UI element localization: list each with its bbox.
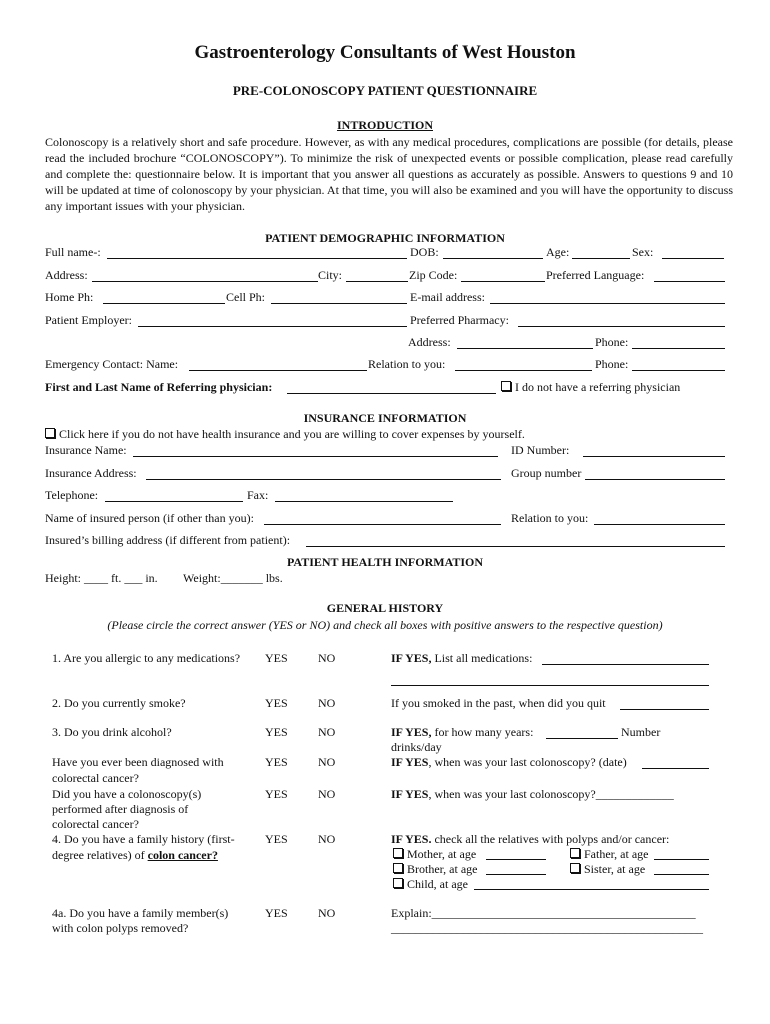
billing-address-field[interactable] [306, 546, 725, 547]
q1-text: 1. Are you allergic to any medications? [52, 651, 241, 665]
history-heading: GENERAL HISTORY [326, 601, 444, 615]
dob-label: DOB: [410, 245, 439, 259]
insurance-heading: INSURANCE INFORMATION [303, 411, 467, 425]
checkbox-icon [45, 428, 55, 438]
demographic-heading: PATIENT DEMOGRAPHIC INFORMATION [265, 231, 505, 245]
pharmacy-phone-field[interactable] [632, 348, 725, 349]
q4-text-2a: degree relatives) of [52, 848, 145, 862]
q4-text-1: 4. Do you have a family history (first- [52, 832, 235, 846]
home-phone-field[interactable] [103, 303, 225, 304]
q1-medications-field[interactable] [542, 664, 709, 665]
emergency-relation-field[interactable] [455, 370, 592, 371]
q-crc-ifyes: IF YES [391, 755, 429, 769]
q3-yes[interactable]: YES [265, 725, 288, 739]
child-label: Child, at age [407, 877, 468, 891]
emergency-phone-field[interactable] [632, 370, 725, 371]
q4a-yes[interactable]: YES [265, 906, 288, 920]
q-colo-follow [391, 787, 674, 801]
fax-label: Fax: [247, 488, 269, 502]
telephone-label: Telephone: [45, 488, 99, 502]
q3-no[interactable]: NO [318, 725, 336, 739]
q4a-no[interactable]: NO [318, 906, 336, 920]
no-referring-checkbox[interactable] [501, 380, 680, 394]
q-colo-yes[interactable]: YES [265, 787, 288, 801]
q3-follow-text: for how many years: [434, 725, 534, 739]
checkbox-icon [393, 878, 403, 888]
insurance-name-label: Insurance Name: [45, 443, 127, 457]
q-colo-follow-text: , when was your last colonoscopy?_____________ [428, 787, 674, 801]
sex-field[interactable] [662, 258, 724, 259]
q4-yes[interactable]: YES [265, 832, 288, 846]
insured-person-label: Name of insured person (if other than you): [45, 511, 254, 525]
father-age-field[interactable] [654, 859, 709, 860]
q-crc-text-2: colorectal cancer? [52, 771, 139, 785]
full-name-field[interactable] [107, 258, 407, 259]
q1-medications-field-2[interactable] [391, 685, 709, 686]
address-label: Address: [45, 268, 88, 282]
q1-yes[interactable]: YES [265, 651, 288, 665]
q-crc-date-field[interactable] [642, 768, 709, 769]
city-field[interactable] [346, 281, 408, 282]
billing-address-label: Insured’s billing address (if different from patient): [45, 533, 291, 547]
q-crc-no[interactable]: NO [318, 755, 336, 769]
q4a-explain-line-2[interactable]: ____________________________________________________ [391, 921, 703, 935]
q4-follow-text: check all the relatives with polyps and/or cancer: [434, 832, 670, 846]
home-phone-label: Home Ph: [45, 290, 94, 304]
weight-field[interactable]: Weight:_______ lbs. [183, 571, 283, 585]
city-label: City: [318, 268, 343, 282]
checkbox-icon [393, 863, 403, 873]
fax-field[interactable] [275, 501, 453, 502]
q1-ifyes: IF YES, [391, 651, 432, 665]
age-label: Age: [546, 245, 570, 259]
checkbox-icon [570, 848, 580, 858]
id-number-field[interactable] [583, 456, 725, 457]
q3-drinks: drinks/day [391, 740, 442, 754]
q4-no[interactable]: NO [318, 832, 336, 846]
insurance-name-field[interactable] [133, 456, 498, 457]
pharmacy-phone-label: Phone: [595, 335, 629, 349]
child-checkbox[interactable] [393, 877, 468, 891]
q3-follow [391, 725, 533, 739]
checkbox-icon [393, 848, 403, 858]
q3-ifyes: IF YES, [391, 725, 432, 739]
pharmacy-field[interactable] [518, 326, 725, 327]
q-crc-text-1: Have you ever been diagnosed with [52, 755, 224, 769]
emergency-relation-label: Relation to you: [368, 357, 446, 371]
sister-label: Sister, at age [584, 862, 646, 876]
history-instruction: (Please circle the correct answer (YES or NO) and check all boxes with positive answers to the respective question) [107, 618, 663, 632]
brother-label: Brother, at age [407, 862, 478, 876]
email-label: E-mail address: [410, 290, 485, 304]
q2-text: 2. Do you currently smoke? [52, 696, 186, 710]
telephone-field[interactable] [105, 501, 243, 502]
insured-relation-field[interactable] [594, 524, 725, 525]
zip-label: Zip Code: [409, 268, 458, 282]
no-insurance-label: Click here if you do not have health insurance and you are willing to cover expenses by yourself. [59, 427, 525, 441]
q2-yes[interactable]: YES [265, 696, 288, 710]
form-subtitle: PRE-COLONOSCOPY PATIENT QUESTIONNAIRE [232, 83, 538, 98]
language-field[interactable] [654, 281, 725, 282]
employer-field[interactable] [138, 326, 407, 327]
q2-quit-field[interactable] [620, 709, 709, 710]
pharmacy-address-field[interactable] [457, 348, 593, 349]
q1-no[interactable]: NO [318, 651, 336, 665]
checkbox-icon [570, 863, 580, 873]
father-checkbox[interactable] [570, 847, 649, 861]
q2-no[interactable]: NO [318, 696, 336, 710]
q-colo-ifyes: IF YES [391, 787, 429, 801]
q3-years-field[interactable] [546, 738, 618, 739]
q-colo-text-1: Did you have a colonoscopy(s) [52, 787, 202, 801]
insured-person-field[interactable] [264, 524, 501, 525]
q-crc-yes[interactable]: YES [265, 755, 288, 769]
q4-text-2 [52, 848, 218, 862]
mother-age-field[interactable] [486, 859, 546, 860]
checkbox-icon [501, 381, 511, 391]
intro-text: Colonoscopy is a relatively short and safe procedure. However, as with any medical procedures, complications are possible (for details, please read the included brochure “COLONOSCOPY”). To minimize the risk of unexpected events or possible complication, please read carefully and complete the: questionnaire below. It is important that you answer all questions as accurately as possible. Answers to questions 9 and 10 will be updated at time of colonoscopy by your physician. At that time, you will also be examined and you will have the opportunity to discuss any important issues with your physician. [45, 135, 733, 213]
sex-label: Sex: [632, 245, 654, 259]
q4-follow [391, 832, 669, 846]
id-number-label: ID Number: [511, 443, 570, 457]
q4a-text-1: 4a. Do you have a family member(s) [52, 906, 229, 920]
referring-physician-label: First and Last Name of Referring physician: [45, 380, 273, 394]
dob-field[interactable] [443, 258, 543, 259]
language-label: Preferred Language: [546, 268, 645, 282]
q4a-text-2: with colon polyps removed? [52, 921, 189, 935]
brother-checkbox[interactable] [393, 862, 478, 876]
q3-number: Number [621, 725, 661, 739]
no-insurance-checkbox[interactable] [45, 427, 525, 441]
emergency-contact-field[interactable] [189, 370, 367, 371]
emergency-phone-label: Phone: [595, 357, 629, 371]
group-number-label: Group number [511, 466, 582, 480]
full-name-label: Full name-: [45, 245, 101, 259]
health-heading: PATIENT HEALTH INFORMATION [286, 555, 484, 569]
q2-follow: If you smoked in the past, when did you quit [391, 696, 606, 710]
emergency-contact-label: Emergency Contact: Name: [45, 357, 179, 371]
insured-relation-label: Relation to you: [511, 511, 589, 525]
q-colo-text-3: colorectal cancer? [52, 817, 139, 831]
q-colo-no[interactable]: NO [318, 787, 336, 801]
insurance-address-label: Insurance Address: [45, 466, 137, 480]
email-field[interactable] [490, 303, 725, 304]
sister-age-field[interactable] [654, 874, 709, 875]
mother-checkbox[interactable] [393, 847, 476, 861]
sister-checkbox[interactable] [570, 862, 645, 876]
q-crc-follow [391, 755, 627, 769]
address-field[interactable] [92, 281, 318, 282]
no-referring-label: I do not have a referring physician [515, 380, 681, 394]
q4-text-2b: colon cancer? [147, 848, 218, 862]
q4-ifyes: IF YES. [391, 832, 432, 846]
q-crc-follow-text: , when was your last colonoscopy? (date) [428, 755, 627, 769]
height-field[interactable]: Height: ____ ft. ___ in. [45, 571, 158, 585]
intro-heading: INTRODUCTION [336, 118, 433, 132]
zip-field[interactable] [461, 281, 545, 282]
form-title: Gastroenterology Consultants of West Houston [194, 42, 576, 63]
child-age-field[interactable] [474, 889, 709, 890]
pharmacy-address-label: Address: [408, 335, 451, 349]
employer-label: Patient Employer: [45, 313, 132, 327]
pharmacy-label: Preferred Pharmacy: [410, 313, 509, 327]
insurance-address-field[interactable] [146, 479, 501, 480]
brother-age-field[interactable] [486, 874, 546, 875]
q-colo-text-2: performed after diagnosis of [52, 802, 189, 816]
q1-follow-text: List all medications: [434, 651, 533, 665]
mother-label: Mother, at age [407, 847, 477, 861]
q4a-explain[interactable]: Explain:____________________________________________ [391, 906, 696, 920]
cell-phone-label: Cell Ph: [226, 290, 266, 304]
q3-text: 3. Do you drink alcohol? [52, 725, 172, 739]
cell-phone-field[interactable] [271, 303, 407, 304]
age-field[interactable] [572, 258, 630, 259]
q1-follow [391, 651, 532, 665]
group-number-field[interactable] [585, 479, 725, 480]
referring-physician-field[interactable] [287, 393, 496, 394]
father-label: Father, at age [584, 847, 649, 861]
